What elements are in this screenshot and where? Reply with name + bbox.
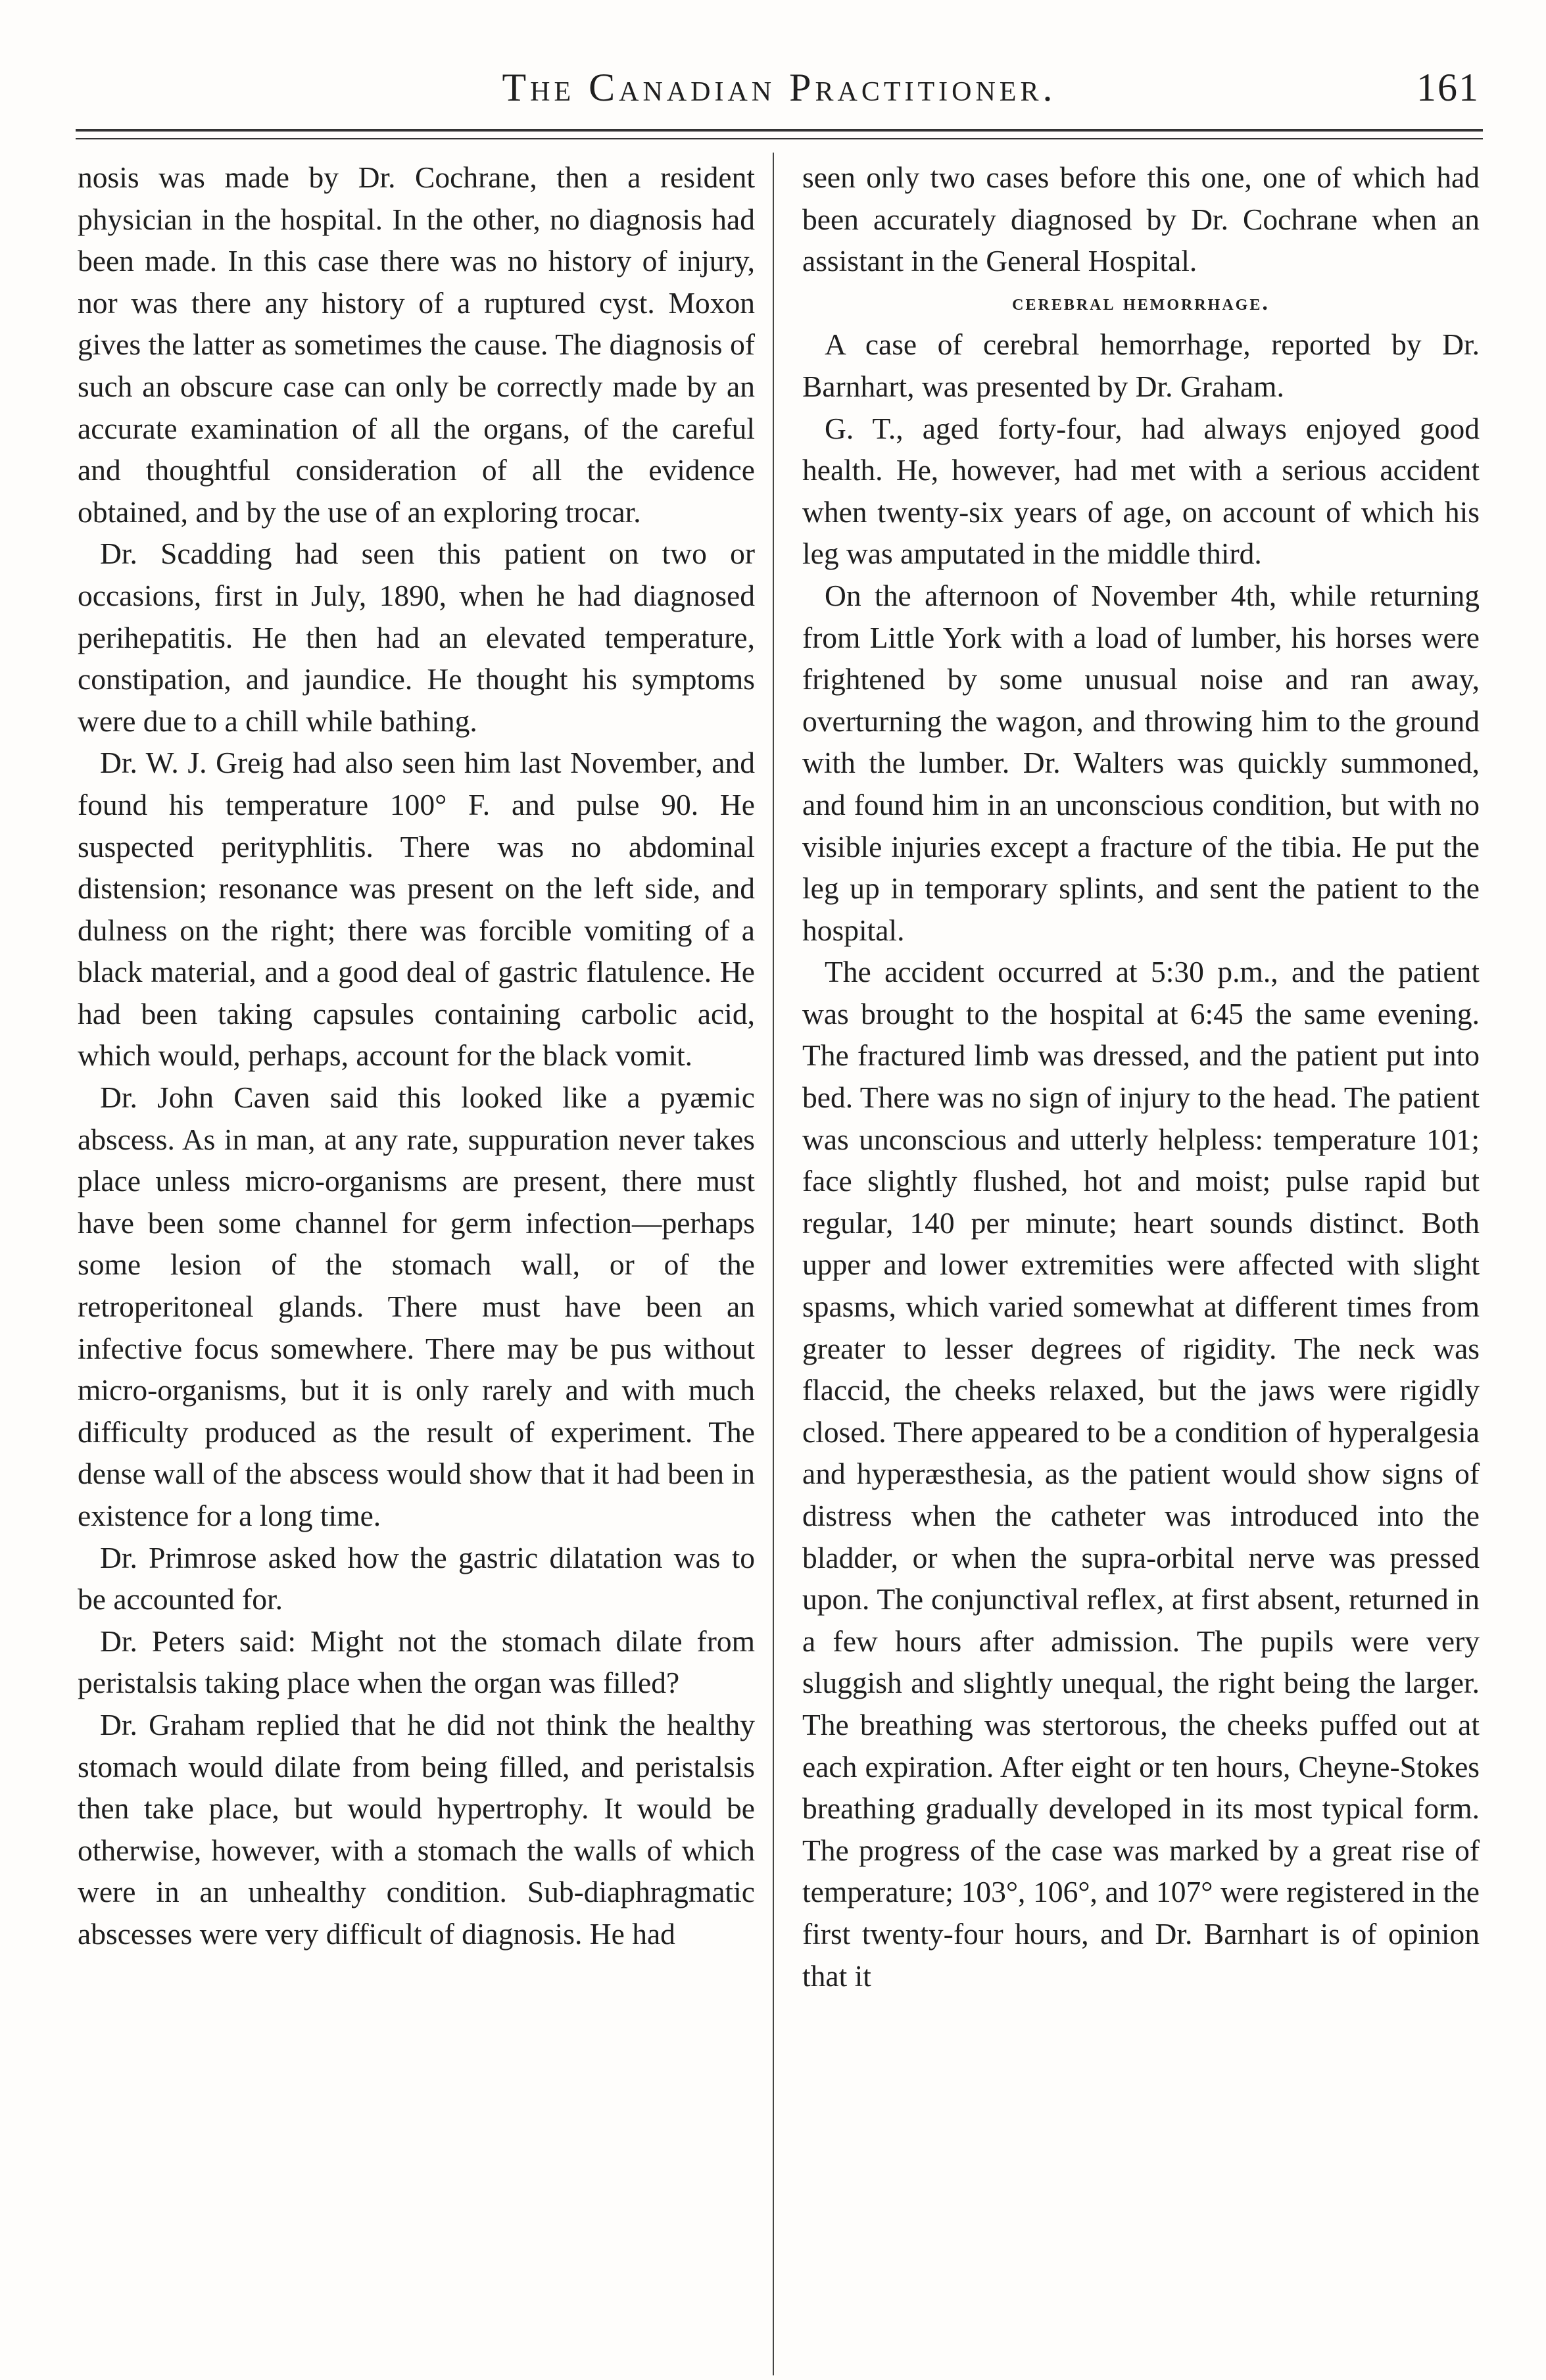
paragraph: The accident occurred at 5:30 p.m., and the patient was brought to the hospital at 6:45 the same evening. The fractured limb was dressed, and the patient put into bed. There was no sign of injury to the head. The patient was unconscious and utterly helpless: temperature 101; face slightly flushed, hot and moist; pulse rapid but regular, 140 per minute; heart sounds distinct. Both upper and lower extremities were affected with slight spasms, which varied somewhat at different times from greater to lesser degrees of rigidity. The neck was flaccid, the cheeks relaxed, but the jaws were rigidly closed. There appeared to be a condition of hyperalgesia and hyperæsthesia, as the patient would show signs of distress when the catheter was introduced into the bladder, or when the supra-orbital nerve was pressed upon. The conjunctival reflex, at first absent, returned in a few hours after admission. The pupils were very sluggish and slightly unequal, the right being the larger. The breathing was stertorous, the cheeks puffed out at each expiration. After eight or ten hours, Cheyne-Stokes breathing gradually developed in its most typical form. The progress of the case was marked by a great rise of temperature; 103°, 106°, and 107° were registered in the first twenty-four hours, and Dr. Barnhart is of opinion that it — [802, 955, 1480, 1993]
header-rule-thick — [76, 129, 1483, 132]
paragraph: Dr. Peters said: Might not the stomach dilate from peristalsis taking place when the organ was filled? — [78, 1624, 755, 1700]
paragraph: Dr. Primrose asked how the gastric dilatation was to be accounted for. — [78, 1540, 755, 1616]
paragraph: Dr. Scadding had seen this patient on two or occasions, first in July, 1890, when he had diagnosed perihepatitis. He then had an elevated temperature, constipation, and jaundice. He thought his symptoms were due to a chill while bathing. — [78, 537, 755, 738]
running-head — [79, 58, 1480, 117]
paragraph: Dr. Graham replied that he did not think the healthy stomach would dilate from being filled, and peristalsis then take place, but would hypertrophy. It would be otherwise, however, with a stomach the walls of which were in an unhealthy condition. Sub-diaphragmatic abscesses were very difficult of diagnosis. He had — [78, 1707, 755, 1951]
paragraph: Dr. W. J. Greig had also seen him last November, and found his temperature 100° F. and pulse 90. He suspected perityphlitis. There was no abdominal distension; resonance was present on the left side, and dulness on the right; there was forcible vomiting of a black material, and a good deal of gastric flatulence. He had been taking capsules containing carbolic acid, which would, perhaps, account for the black vomit. — [78, 746, 755, 1073]
paragraph: G. T., aged forty-four, had always enjoyed good health. He, however, had met with a serious accident when twenty-six years of age, on account of which his leg was amputated in the middle third. — [802, 411, 1480, 571]
header-rule-thin — [76, 138, 1483, 139]
paragraph: seen only two cases before this one, one of which had been accurately diagnosed by Dr. Cochrane when an assistant in the General Hospital. — [802, 160, 1480, 278]
paragraph: On the afternoon of November 4th, while returning from Little York with a load of lumber, his horses were frightened by some unusual noise and ran away, overturning the wagon, and throwing him to the ground with the lumber. Dr. Walters was quickly summoned, and found him in an unconscious condition, but with no visible injuries except a fracture of the tibia. He put the leg up in temporary splints, and sent the patient to the hospital. — [802, 578, 1480, 947]
paragraph: A case of cerebral hemorrhage, reported by Dr. Barnhart, was presented by Dr. Graham. — [802, 328, 1480, 403]
page-number: 161 — [1416, 66, 1480, 109]
left-column — [78, 157, 755, 1955]
right-column — [802, 157, 1480, 1997]
paragraph: Dr. John Caven said this looked like a pyæmic abscess. As in man, at any rate, suppuration never takes place unless micro-organisms are present, there must have been some channel for germ infection—perhaps some lesion of the stomach wall, or of the retroperitoneal glands. There must have been an infective focus somewhere. There may be pus without micro-organisms, but it is only rarely and with much difficulty produced as the result of experiment. The dense wall of the abscess would show that it had been in existence for a long time. — [78, 1081, 755, 1532]
column-divider — [773, 153, 774, 2375]
section-heading: cerebral hemorrhage. — [1012, 290, 1270, 315]
paragraph: nosis was made by Dr. Cochrane, then a resident physician in the hospital. In the other, no diagnosis had been made. In this case there was no history of injury, nor was there any history of a ruptured cyst. Moxon gives the latter as sometimes the cause. The diagnosis of such an obscure case can only be correctly made by an accurate examination of all the organs, of the careful and thoughtful consideration of all the evidence obtained, and by the use of an exploring trocar. — [78, 160, 755, 529]
journal-title: The Canadian Practitioner. — [502, 66, 1057, 109]
